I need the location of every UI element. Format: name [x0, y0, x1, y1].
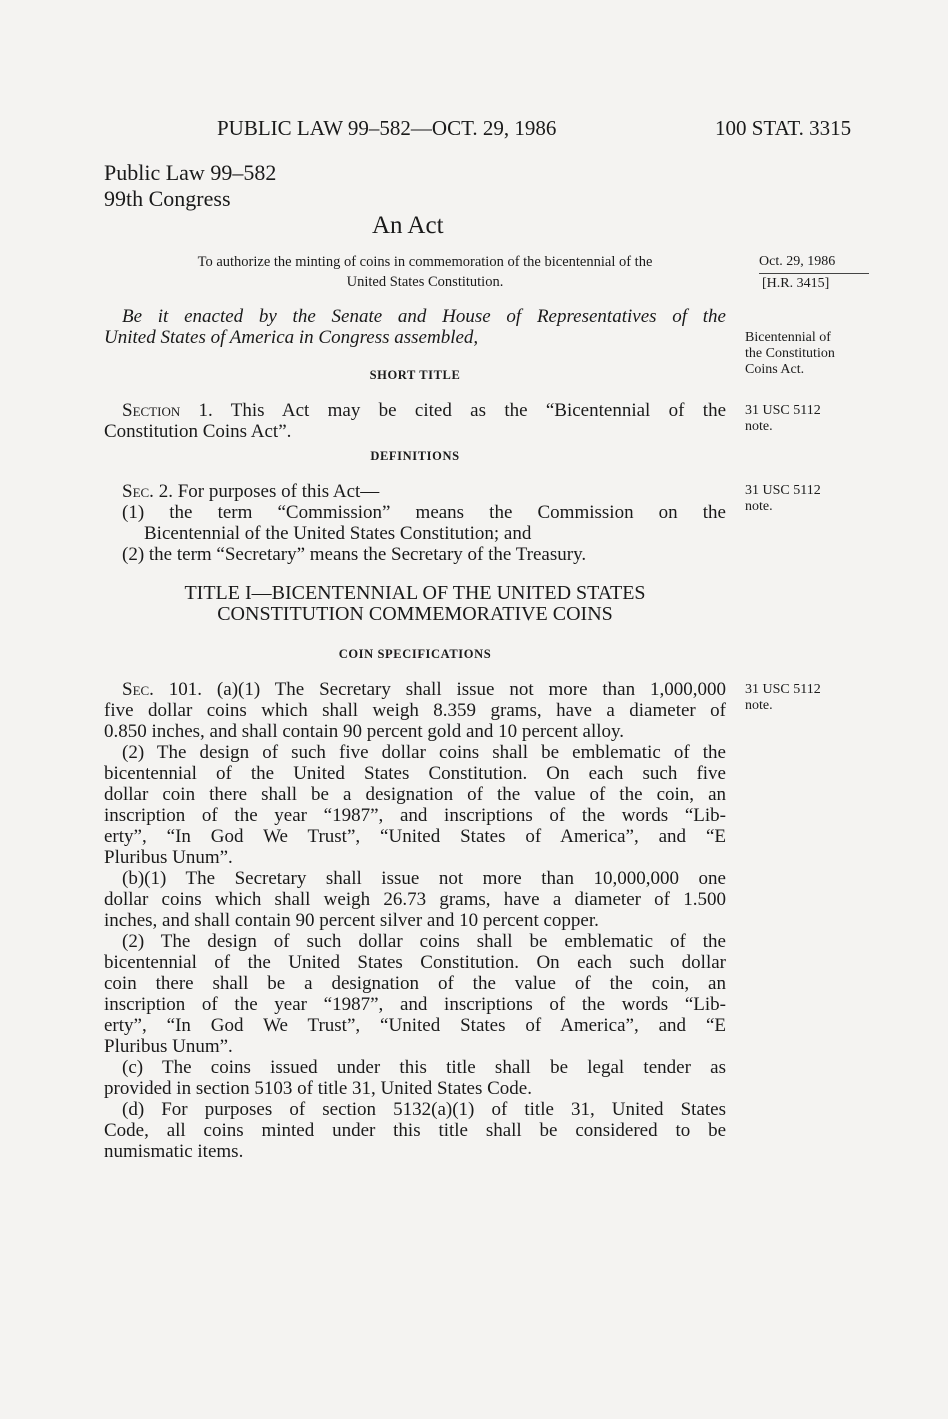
margin-usc-note: 31 USC 5112 note. — [745, 682, 821, 713]
section-heading: DEFINITIONS — [370, 449, 460, 463]
section-2: Sec. 2. For purposes of this Act— (1) the term “Commission” means the Commission on the Bicentennial of the United States Constitution; and (2) the term “Secretary” means the Secretary of the Treasury. — [122, 481, 726, 565]
margin-date: Oct. 29, 1986 — [759, 254, 869, 274]
margin-bill-number: [H.R. 3415] — [762, 276, 830, 291]
congress-number: 99th Congress — [104, 186, 231, 211]
purpose-line: To authorize the minting of coins in commemoration of the bicentennial of the — [197, 254, 653, 270]
section-label: Sec. — [122, 679, 154, 700]
section-label: Section — [122, 400, 181, 421]
enacting-clause: Be it enacted by the Senate and House of Representatives of the United States of America in Congress assembled, — [104, 306, 726, 348]
public-law-number: Public Law 99–582 — [104, 160, 277, 185]
section-heading: SHORT TITLE — [369, 368, 461, 382]
act-purpose — [120, 252, 730, 292]
running-header-left: PUBLIC LAW 99–582—OCT. 29, 1986 — [217, 116, 557, 140]
section-label: Sec. — [122, 481, 154, 502]
section-101: Sec. 101. (a)(1) The Secretary shall issue not more than 1,000,000 five dollar coins which shall weigh 8.359 grams, have a diameter of 0.850 inches, and shall contain 90 percent gold and 10 percent alloy. (2) The design of such five dollar coins shall be emblematic of the bicentennial of the United States Constitution. On each such five dollar coin there shall be a designation of the value of the coin, an inscription of the year “1987”, and inscriptions of the words “Lib- erty”, “In God We Trust”, “United States of America”, and “E Pluribus Unum”. (b)(1) The Secretary shall issue not more than 10,000,000 one dollar coins which shall weigh 26.73 grams, have a diameter of 1.500 inches, and shall contain 90 percent silver and 10 percent copper. (2) The design of such dollar coins shall be emblematic of the bicentennial of the United States Constitution. On each such dollar coin there shall be a designation of the value of the coin, an inscription of the year “1987”, and inscriptions of the words “Lib- erty”, “In God We Trust”, “United States of America”, and “E Pluribus Unum”. (c) The coins issued under this title shall be legal tender as provided in section 5103 of title 31, United States Code. (d) For purposes of section 5132(a)(1) of title 31, United States Code, all coins minted under this title shall be considered to be numismatic items. — [104, 679, 726, 1162]
title-heading: TITLE I—BICENTENNIAL OF THE UNITED STATES CONSTITUTION COMMEMORATIVE COINS — [184, 582, 646, 625]
margin-popular-name: Bicentennial of the Constitution Coins Act. — [745, 330, 835, 377]
margin-usc-note: 31 USC 5112 note. — [745, 483, 821, 514]
section-1: Section 1. This Act may be cited as the “Bicentennial of the Constitution Coins Act”. — [104, 400, 726, 442]
margin-usc-note: 31 USC 5112 note. — [745, 403, 821, 434]
act-title: An Act — [372, 212, 444, 239]
running-header-right: 100 STAT. 3315 — [715, 116, 852, 140]
purpose-line: United States Constitution. — [346, 274, 504, 290]
section-heading: COIN SPECIFICATIONS — [338, 647, 492, 661]
